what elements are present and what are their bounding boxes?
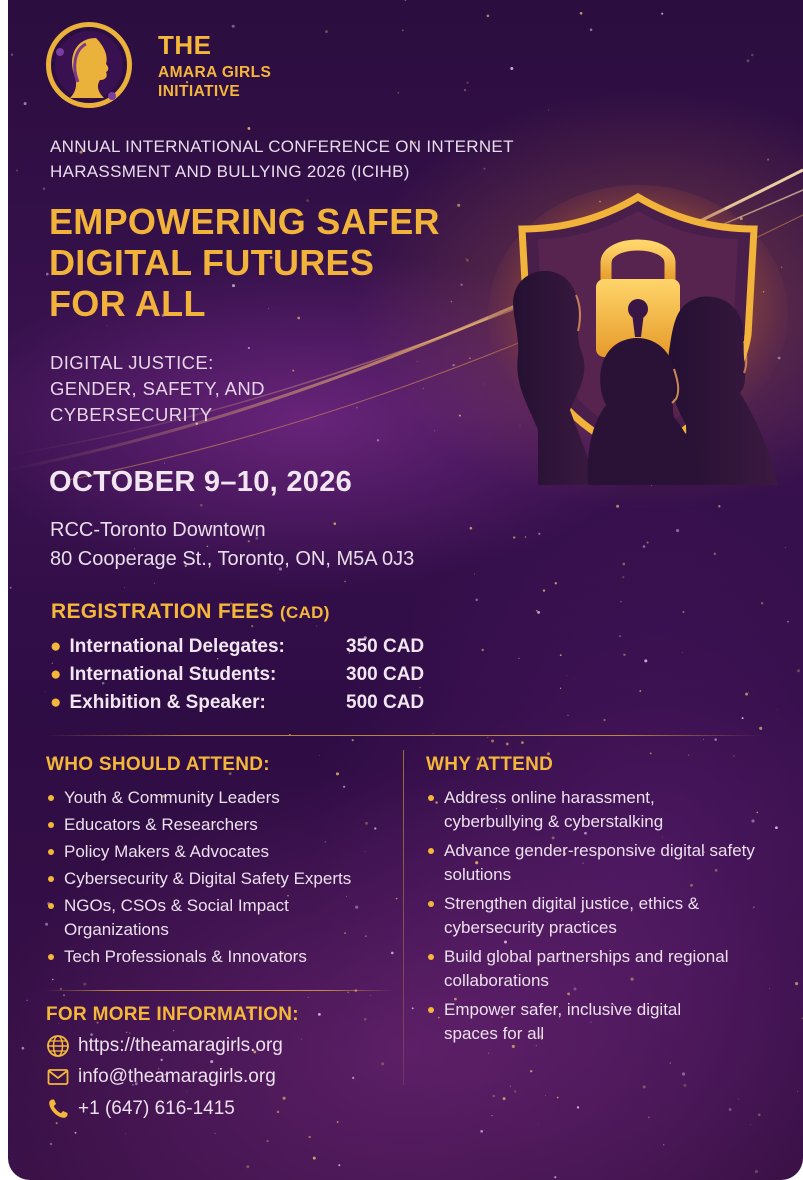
event-date: OCTOBER 9–10, 2026 bbox=[49, 466, 353, 498]
fee-label: International Students: bbox=[69, 664, 277, 685]
bullet-icon: ● bbox=[50, 636, 62, 657]
venue bbox=[50, 516, 414, 574]
venue-address: 80 Cooperage St., Toronto, ON, M5A 0J3 bbox=[50, 548, 415, 570]
org-the: THE bbox=[158, 30, 212, 60]
list-item: Strengthen digital justice, ethics & cybersecurity practices bbox=[426, 892, 744, 940]
fees-title bbox=[51, 600, 330, 624]
theme-line2: GENDER, SAFETY, AND bbox=[50, 378, 265, 399]
globe-icon bbox=[46, 1034, 70, 1058]
shield-padlock-icon bbox=[478, 185, 798, 485]
fee-label: International Delegates: bbox=[69, 636, 285, 657]
list-item: NGOs, CSOs & Social Impact Organizations bbox=[46, 894, 339, 942]
who-title: WHO SHOULD ATTEND: bbox=[46, 754, 270, 775]
bullet-icon: ● bbox=[50, 692, 62, 713]
list-item: Cybersecurity & Digital Safety Experts bbox=[46, 867, 396, 891]
contact-email bbox=[46, 1063, 276, 1091]
bullet-icon: ● bbox=[50, 664, 62, 685]
website-link[interactable]: https://theamaragirls.org bbox=[78, 1035, 283, 1056]
contact-title: FOR MORE INFORMATION: bbox=[46, 1004, 299, 1025]
headline-line3: FOR ALL bbox=[49, 283, 206, 324]
list-item: Educators & Researchers bbox=[46, 813, 396, 837]
venue-name: RCC-Toronto Downtown bbox=[50, 519, 266, 541]
list-item: Advance gender-responsive digital safety solutions bbox=[426, 839, 766, 887]
email-link[interactable]: info@theamaragirls.org bbox=[78, 1066, 276, 1087]
list-item: Empower safer, inclusive digital spaces for all bbox=[426, 998, 734, 1046]
phone-icon bbox=[46, 1097, 70, 1121]
fee-amount: 300 CAD bbox=[346, 664, 425, 685]
headline-line1: EMPOWERING SAFER bbox=[49, 201, 440, 242]
org-name-line1: AMARA GIRLS bbox=[158, 64, 272, 81]
fee-row bbox=[50, 636, 425, 664]
list-item: Tech Professionals & Innovators bbox=[46, 945, 396, 969]
list-item: Address online harassment, cyberbullying & cyberstalking bbox=[426, 786, 734, 834]
divider bbox=[44, 735, 764, 736]
org-name bbox=[158, 63, 271, 101]
fee-amount: 500 CAD bbox=[346, 692, 425, 713]
envelope-icon bbox=[46, 1065, 70, 1089]
theme-line3: CYBERSECURITY bbox=[50, 404, 213, 425]
contact-website bbox=[46, 1032, 283, 1060]
conference-poster bbox=[8, 0, 803, 1180]
list-item: Build global partnerships and regional collaborations bbox=[426, 945, 734, 993]
theme bbox=[50, 350, 380, 428]
fee-row bbox=[50, 664, 425, 692]
list-item: Policy Makers & Advocates bbox=[46, 840, 396, 864]
org-name-line2: INITIATIVE bbox=[158, 83, 241, 100]
why-section bbox=[426, 754, 766, 1051]
fee-row bbox=[50, 692, 425, 720]
why-list bbox=[426, 786, 766, 1046]
divider bbox=[44, 990, 394, 991]
column-divider bbox=[403, 750, 404, 1085]
woman-profile-logo-icon bbox=[46, 22, 132, 108]
who-list bbox=[46, 786, 396, 969]
list-item: Youth & Community Leaders bbox=[46, 786, 396, 810]
phone-link[interactable]: +1 (647) 616-1415 bbox=[78, 1098, 235, 1119]
theme-line1: DIGITAL JUSTICE: bbox=[50, 352, 214, 373]
headline bbox=[49, 201, 519, 324]
fees-currency: (CAD) bbox=[280, 603, 330, 622]
conference-line1: ANNUAL INTERNATIONAL CONFERENCE ON INTERNET bbox=[50, 137, 514, 156]
conference-line2: HARASSMENT AND BULLYING 2026 (ICIHB) bbox=[50, 162, 410, 181]
conference-title bbox=[50, 134, 610, 184]
fee-label: Exhibition & Speaker: bbox=[69, 692, 266, 713]
fees-title-text: REGISTRATION FEES bbox=[51, 600, 274, 623]
headline-line2: DIGITAL FUTURES bbox=[49, 242, 375, 283]
fee-amount: 350 CAD bbox=[346, 636, 425, 657]
who-section bbox=[46, 754, 396, 972]
why-title: WHY ATTEND bbox=[426, 754, 554, 775]
contact-phone bbox=[46, 1095, 235, 1123]
